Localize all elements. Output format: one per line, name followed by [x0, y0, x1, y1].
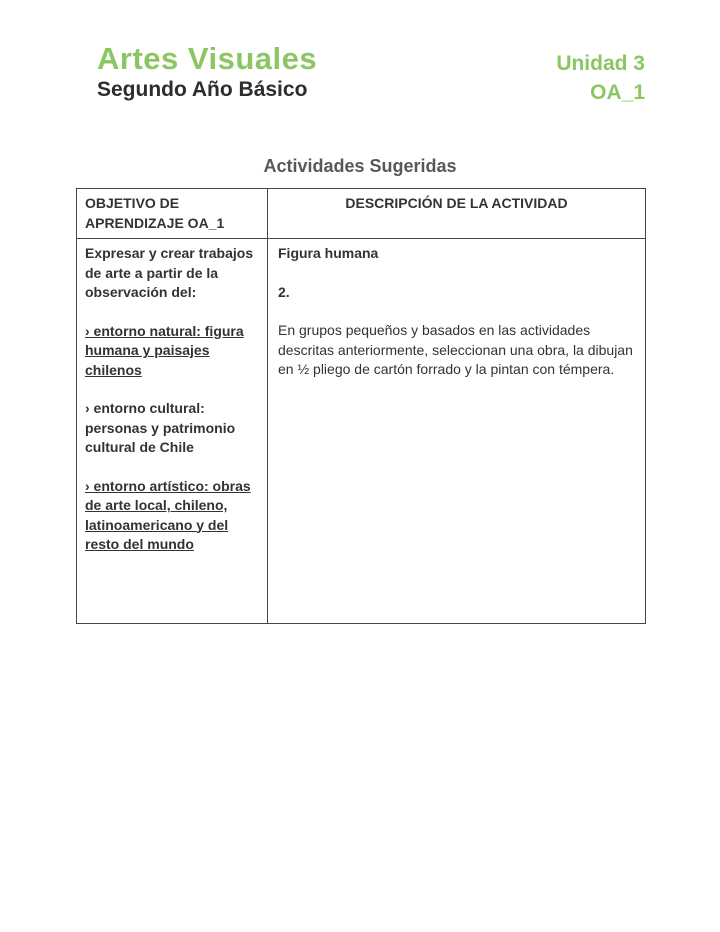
- objective-intro-text: Expresar y crear trabajos de arte a partir de la observación del:: [85, 245, 254, 300]
- objective-cell: [77, 239, 268, 624]
- objective-bullet-entorno-cultural: › entorno cultural: personas y patrimonio cultural de Chile: [85, 400, 236, 455]
- header-left: [97, 42, 317, 103]
- oa-label: OA_1: [590, 81, 645, 104]
- activities-table-head: [77, 189, 646, 239]
- unit-label: Unidad 3: [556, 52, 645, 75]
- activity-number: 2.: [278, 283, 290, 300]
- activity-column-header: DESCRIPCIÓN DE LA ACTIVIDAD: [268, 189, 646, 239]
- table-header-row: [77, 189, 646, 239]
- activities-table-body: [77, 239, 646, 624]
- objective-column-header: OBJETIVO DE APRENDIZAJE OA_1: [77, 189, 268, 239]
- activity-description: En grupos pequeños y basados en las actividades descritas anteriormente, seleccionan una obra, la dibujan en ½ pliego de cartón forrado y la pintan con témpera.: [278, 322, 633, 377]
- objective-bullet-entorno-natural: › entorno natural: figura humana y paisajes chilenos: [85, 322, 244, 378]
- activities-table: [76, 188, 646, 624]
- document-header: [0, 0, 720, 106]
- header-right: [556, 42, 645, 106]
- grade-subtitle: Segundo Año Básico: [97, 78, 308, 101]
- activity-title: Figura humana: [278, 245, 379, 261]
- course-title: Artes Visuales: [97, 41, 318, 76]
- section-title: Actividades Sugeridas: [263, 156, 457, 176]
- objective-bullet-entorno-artistico: › entorno artístico: obras de arte local, chileno, latinoamericano y del resto del mundo: [85, 477, 251, 552]
- activity-cell: [268, 239, 646, 624]
- table-body-row: [77, 239, 646, 624]
